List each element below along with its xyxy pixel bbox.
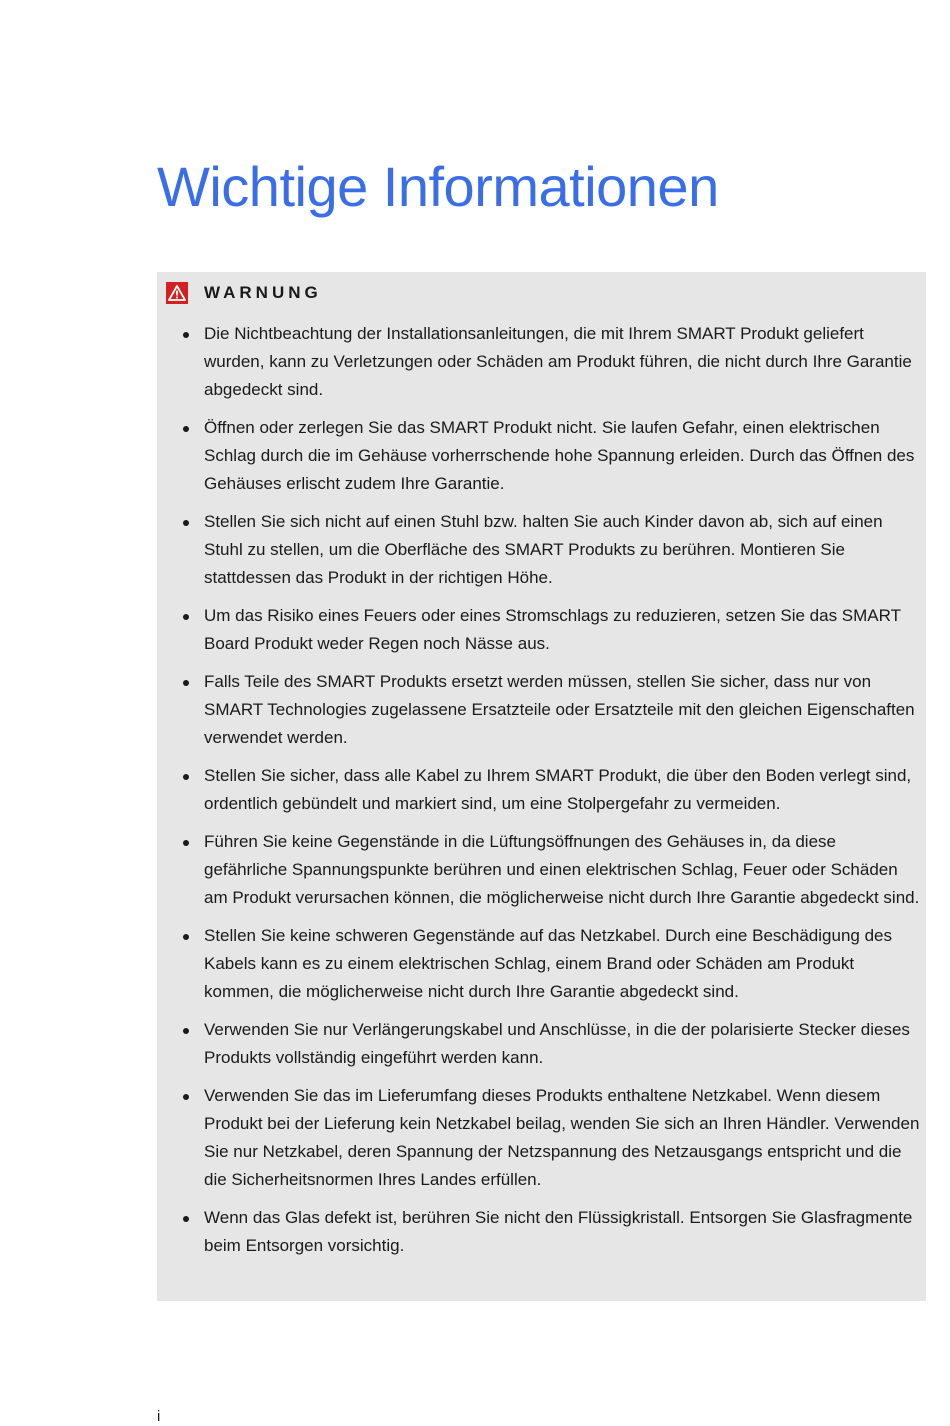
warning-item-text: Stellen Sie sich nicht auf einen Stuhl bzw. halten Sie auch Kinder davon ab, sich auf einen Stuhl zu stellen, um die Oberfläche des SMART Produkts zu berühren. Montieren Sie stattdessen das Produkt in der richtigen Höhe. [204,512,883,587]
warning-item [157,1204,926,1260]
bullet-icon [183,1094,189,1100]
warning-item-text: Öffnen oder zerlegen Sie das SMART Produkt nicht. Sie laufen Gefahr, einen elektrischen Schlag durch die im Gehäuse vorherrschende hohe Spannung erleiden. Durch das Öffnen des Gehäuses erlischt zudem Ihre Garantie. [204,418,915,493]
bullet-icon [183,332,189,338]
bullet-icon [183,1216,189,1222]
warning-item-text: Falls Teile des SMART Produkts ersetzt werden müssen, stellen Sie sicher, dass nur von SMART Technologies zugelassene Ersatzteile oder Ersatzteile mit den gleichen Eigenschaften verwendet werden. [204,672,915,747]
warning-item [157,414,926,498]
warning-list [157,320,926,1270]
bullet-icon [183,774,189,780]
warning-item [157,828,926,912]
warning-item-text: Verwenden Sie das im Lieferumfang dieses Produkts enthaltene Netzkabel. Wenn diesem Produkt bei der Lieferung kein Netzkabel beilag, wenden Sie sich an Ihren Händler. Verwenden Sie nur Netzkabel, deren Spannung der Netzspannung des Netzausgangs entspricht und die die Sicherheitsnormen Ihres Landes erfüllen. [204,1086,920,1189]
warning-item [157,1082,926,1194]
warning-item-text: Stellen Sie sicher, dass alle Kabel zu Ihrem SMART Produkt, die über den Boden verlegt sind, ordentlich gebündelt und markiert sind, um eine Stolpergefahr zu vermeiden. [204,766,912,813]
warning-item [157,922,926,1006]
warning-header [166,281,322,305]
warning-item [157,508,926,592]
bullet-icon [183,520,189,526]
bullet-icon [183,614,189,620]
warning-item-text: Stellen Sie keine schweren Gegenstände auf das Netzkabel. Durch eine Beschädigung des Kabels kann es zu einem elektrischen Schlag, einem Brand oder Schäden am Produkt kommen, die möglicherweise nicht durch Ihre Garantie abgedeckt sind. [204,926,892,1001]
warning-box [157,272,926,1301]
warning-item-text: Wenn das Glas defekt ist, berühren Sie nicht den Flüssigkristall. Entsorgen Sie Glasfragmente beim Entsorgen vorsichtig. [204,1208,913,1255]
bullet-icon [183,1028,189,1034]
bullet-icon [183,934,189,940]
warning-item-text: Um das Risiko eines Feuers oder eines Stromschlags zu reduzieren, setzen Sie das SMART Board Produkt weder Regen noch Nässe aus. [204,606,901,653]
warning-item [157,668,926,752]
warning-item-text: Die Nichtbeachtung der Installationsanleitungen, die mit Ihrem SMART Produkt geliefert wurden, kann zu Verletzungen oder Schäden am Produkt führen, die nicht durch Ihre Garantie abgedeckt sind. [204,324,912,399]
warning-triangle-icon [166,282,188,304]
warning-item [157,602,926,658]
page-title: Wichtige Informationen [157,155,719,218]
warning-item [157,320,926,404]
warning-item [157,1016,926,1072]
page-number: i [157,1408,161,1425]
warning-label: WARNUNG [204,283,322,302]
warning-item-text: Verwenden Sie nur Verlängerungskabel und Anschlüsse, in die der polarisierte Stecker dieses Produkts vollständig eingeführt werden kann. [204,1020,910,1067]
warning-item [157,762,926,818]
bullet-icon [183,680,189,686]
warning-item-text: Führen Sie keine Gegenstände in die Lüftungsöffnungen des Gehäuses in, da diese gefährliche Spannungspunkte berühren und einen elektrischen Schlag, Feuer oder Schäden am Produkt verursachen können, die möglicherweise nicht durch Ihre Garantie abgedeckt sind. [204,832,920,907]
bullet-icon [183,840,189,846]
bullet-icon [183,426,189,432]
